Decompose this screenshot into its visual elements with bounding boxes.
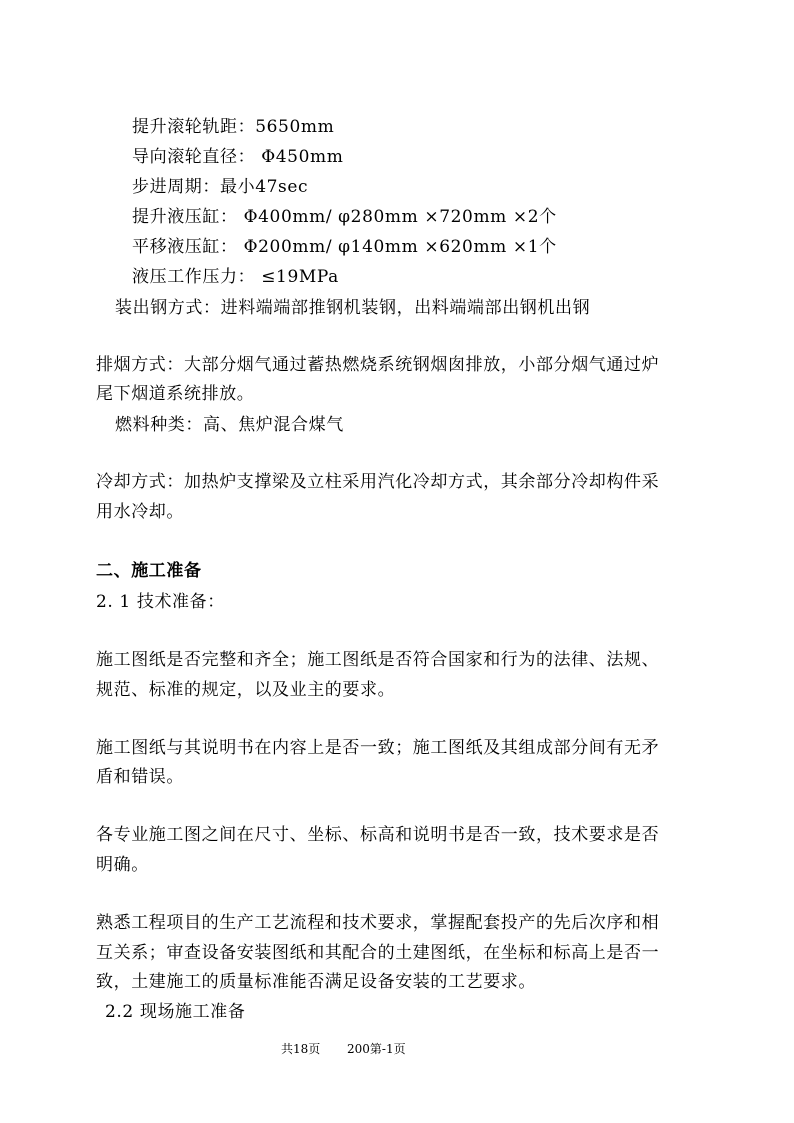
spec-line-step-cycle: 步进周期：最小47sec bbox=[132, 177, 309, 197]
exhaust-line-2: 尾下烟道系统排放。 bbox=[96, 384, 255, 404]
paragraph-3-line-1: 各专业施工图之间在尺寸、坐标、标高和说明书是否一致，技术要求是否 bbox=[96, 825, 660, 845]
paragraph-2-line-1: 施工图纸与其说明书在内容上是否一致；施工图纸及其组成部分间有无矛 bbox=[96, 738, 660, 758]
spec-line-rail-gauge: 提升滚轮轨距：5650mm bbox=[132, 117, 335, 137]
spec-line-guide-roller: 导向滚轮直径： Φ450mm bbox=[132, 147, 344, 167]
paragraph-1-line-1: 施工图纸是否完整和齐全；施工图纸是否符合国家和行为的法律、法规、 bbox=[96, 650, 660, 670]
paragraph-4-line-1: 熟悉工程项目的生产工艺流程和技术要求，掌握配套投产的先后次序和相 bbox=[96, 913, 660, 933]
paragraph-4-line-3: 致，土建施工的质量标准能否满足设备安装的工艺要求。 bbox=[96, 972, 536, 992]
paragraph-4-line-2: 互关系；审查设备安装图纸和其配合的土建图纸，在坐标和标高上是否一 bbox=[96, 943, 660, 963]
footer-total-pages: 共18页 bbox=[281, 1042, 321, 1056]
paragraph-1-line-2: 规范、标准的规定，以及业主的要求。 bbox=[96, 680, 396, 700]
paragraph-2-line-2: 盾和错误。 bbox=[96, 767, 184, 787]
spec-line-travel-cylinder: 平移液压缸： Φ200mm/ φ140mm ×620mm ×1个 bbox=[132, 237, 557, 257]
exhaust-line-1: 排烟方式：大部分烟气通过蓄热燃烧系统钢烟囱排放，小部分烟气通过炉 bbox=[96, 355, 660, 375]
footer-page-info: 200第-1页 bbox=[347, 1042, 406, 1056]
section-title: 二、施工准备 bbox=[96, 561, 202, 581]
spec-line-lift-cylinder: 提升液压缸： Φ400mm/ φ280mm ×720mm ×2个 bbox=[132, 207, 557, 227]
loading-method-line: 装出钢方式：进料端端部推钢机装钢，出料端端部出钢机出钢 bbox=[115, 298, 591, 318]
spec-line-hydraulic-pressure: 液压工作压力： ≤19MPa bbox=[132, 267, 339, 287]
cooling-line-2: 用水冷却。 bbox=[96, 502, 184, 522]
cooling-line-1: 冷却方式：加热炉支撑梁及立柱采用汽化冷却方式，其余部分冷却构件采 bbox=[96, 472, 660, 492]
fuel-line: 燃料种类：高、焦炉混合煤气 bbox=[115, 415, 344, 435]
subsection-2-1: 2. 1 技术准备： bbox=[96, 592, 225, 612]
subsection-2-2: 2.2 现场施工准备 bbox=[105, 1002, 246, 1022]
paragraph-3-line-2: 明确。 bbox=[96, 855, 149, 875]
